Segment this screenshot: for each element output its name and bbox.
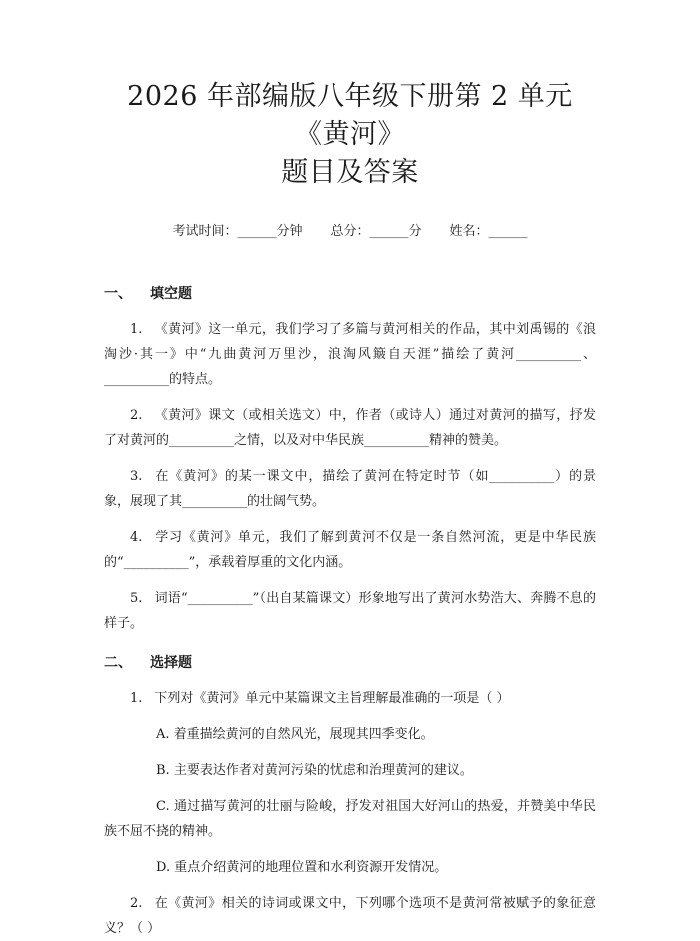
answer-option-d: D. 重点介绍黄河的地理位置和水利资源开发情况。 xyxy=(156,860,448,875)
section-number: 二、 xyxy=(104,655,132,671)
question-text: 《黄河》这一单元，我们学习了多篇与黄河相关的作品，其中刘禹锡的《浪淘沙·其一》中“九曲黄河万里沙，浪淘风簸自天涯”描绘了黄河__________、__________的特点。 xyxy=(104,322,596,387)
exam-time: 考试时间：______分钟 xyxy=(172,224,303,239)
question-number: 2. xyxy=(130,408,143,423)
answer-option-c: C. 通过描写黄河的壮丽与险峻，抒发对祖国大好河山的热爱，并赞美中华民族不屈不挠的精神。 xyxy=(104,799,596,839)
student-name: 姓名：______ xyxy=(449,224,528,239)
section-title: 选择题 xyxy=(150,655,192,671)
question-item xyxy=(104,891,596,941)
question-number: 1. xyxy=(130,691,143,706)
title-line-1: 2026 年部编版八年级下册第 2 单元《黄河》 xyxy=(127,81,573,150)
question-number: 4. xyxy=(130,530,143,545)
question-item xyxy=(104,317,596,392)
document-title xyxy=(104,78,596,192)
section-heading-multiple-choice xyxy=(104,652,596,672)
title-line-2: 题目及答案 xyxy=(281,157,419,188)
question-number: 5. xyxy=(130,591,143,606)
question-number: 2. xyxy=(130,896,143,911)
question-text: 《黄河》课文（或相关选文）中，作者（或诗人）通过对黄河的描写，抒发了对黄河的__________之情，以及对中华民族__________精神的赞美。 xyxy=(104,408,596,448)
question-text: 在《黄河》的某一课文中，描绘了黄河在特定时节（如__________）的景象，展现了其__________的壮阔气势。 xyxy=(104,469,596,509)
answer-option-b: B. 主要表达作者对黄河污染的忧虑和治理黄河的建议。 xyxy=(156,763,473,778)
question-item xyxy=(104,403,596,453)
exam-total-score: 总分：______分 xyxy=(330,224,422,239)
question-item xyxy=(104,586,596,636)
answer-option-a: A. 着重描绘黄河的自然风光，展现其四季变化。 xyxy=(156,727,434,742)
question-text: 学习《黄河》单元，我们了解到黄河不仅是一条自然河流，更是中华民族的“__________”，承载着厚重的文化内涵。 xyxy=(104,530,596,570)
question-item xyxy=(104,464,596,514)
question-item xyxy=(104,686,596,711)
section-number: 一、 xyxy=(104,286,132,302)
section-title: 填空题 xyxy=(150,286,192,302)
question-text: 词语“__________”（出自某篇课文）形象地写出了黄河水势浩大、奔腾不息的样子。 xyxy=(104,591,596,631)
question-text: 在《黄河》相关的诗词或课文中，下列哪个选项不是黄河常被赋予的象征意义？（ ） xyxy=(104,896,596,936)
question-number: 1. xyxy=(130,322,143,337)
section-heading-fill-blank xyxy=(104,283,596,303)
question-number: 3. xyxy=(130,469,143,484)
exam-meta xyxy=(104,220,596,239)
question-item xyxy=(104,525,596,575)
question-text: 下列对《黄河》单元中某篇课文主旨理解最准确的一项是（ ） xyxy=(154,691,510,706)
